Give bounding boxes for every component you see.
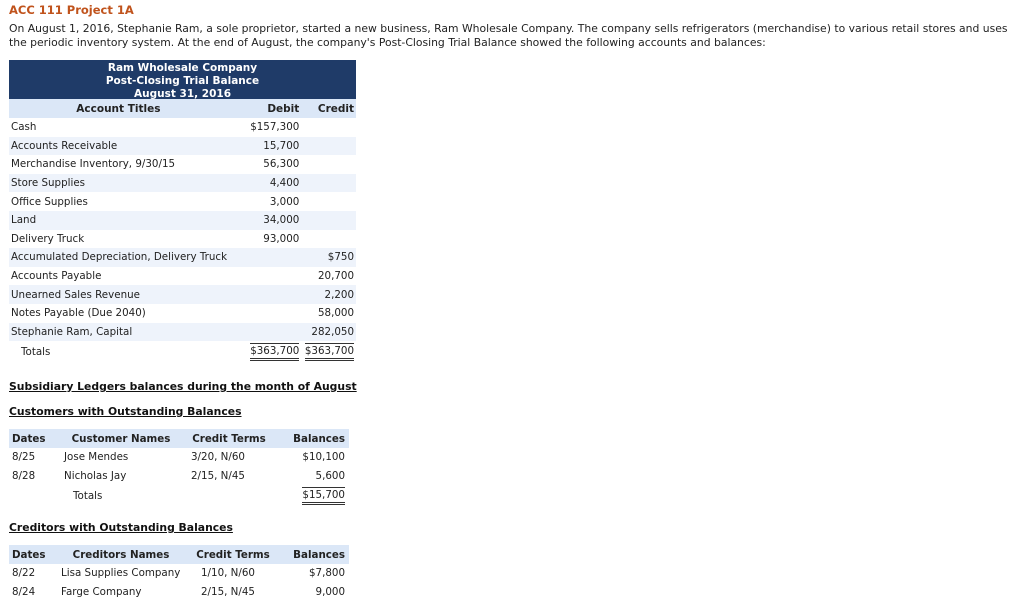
col-credit-terms: Credit Terms — [192, 432, 266, 445]
credit-value: 20,700 — [317, 270, 355, 283]
account-title: Accounts Payable — [11, 270, 102, 283]
debit-value: $157,300 — [250, 121, 300, 134]
account-title: Cash — [11, 121, 37, 134]
company-name: Ram Wholesale Company — [107, 62, 258, 74]
table-row — [9, 467, 349, 486]
col-creditors-names: Creditors Names — [72, 548, 170, 561]
customers-table — [9, 429, 349, 507]
col-dates: Dates — [12, 548, 46, 561]
table-row — [9, 267, 356, 286]
row-name: Lisa Supplies Company — [61, 567, 181, 580]
intro-paragraph: On August 1, 2016, Stephanie Ram, a sole proprietor, started a new business, Ram Wholesale Company. The company sells refrigerators (merchandise) to various retail stores and uses the periodic inventory system. At the end of August, the company's Post-Closing Trial Balance showed the following accounts and balances: — [9, 22, 1008, 49]
account-title: Notes Payable (Due 2040) — [11, 307, 146, 320]
row-balance: 9,000 — [315, 585, 345, 598]
totals-label: Totals — [21, 346, 51, 359]
col-credit: Credit — [317, 102, 354, 115]
row-terms: 2/15, N/45 — [201, 585, 255, 598]
table-row — [9, 304, 356, 323]
account-title: Delivery Truck — [11, 232, 85, 245]
row-date: 8/22 — [12, 567, 36, 580]
table-row — [9, 448, 349, 467]
account-title: Land — [11, 214, 37, 227]
debit-value: 34,000 — [263, 214, 300, 227]
trial-balance-body — [9, 118, 356, 341]
account-title: Office Supplies — [11, 195, 88, 208]
subsidiary-ledgers-heading: Subsidiary Ledgers balances during the month of August — [9, 380, 357, 393]
statement-name: Post-Closing Trial Balance — [105, 75, 260, 87]
creditors-table — [9, 545, 349, 601]
account-title: Merchandise Inventory, 9/30/15 — [11, 158, 176, 171]
table-row — [9, 285, 356, 304]
col-balances: Balances — [293, 432, 345, 445]
customers-totals-label: Totals — [73, 490, 103, 503]
debit-value: 56,300 — [263, 158, 300, 171]
statement-date: August 31, 2016 — [134, 88, 231, 100]
row-date: 8/25 — [12, 451, 36, 464]
table-row — [9, 564, 349, 583]
table-row — [9, 248, 356, 267]
table-row — [9, 118, 356, 137]
table-row — [9, 174, 356, 193]
trial-balance-table — [9, 60, 356, 363]
debit-value: 4,400 — [269, 177, 300, 190]
total-debit: $363,700 — [250, 343, 299, 361]
account-title: Unearned Sales Revenue — [11, 288, 140, 301]
creditors-heading: Creditors with Outstanding Balances — [9, 521, 233, 534]
customers-total: $15,700 — [302, 487, 345, 505]
account-title: Store Supplies — [11, 177, 86, 190]
col-debit: Debit — [267, 102, 300, 115]
table-row — [9, 192, 356, 211]
row-terms: 3/20, N/60 — [191, 451, 245, 464]
account-title: Accumulated Depreciation, Delivery Truck — [11, 251, 228, 264]
row-date: 8/28 — [12, 469, 36, 482]
account-title: Stephanie Ram, Capital — [11, 325, 133, 338]
col-credit-terms: Credit Terms — [196, 548, 270, 561]
col-account-titles: Account Titles — [76, 102, 161, 115]
col-dates: Dates — [12, 432, 46, 445]
total-credit: $363,700 — [305, 343, 354, 361]
row-balance: 5,600 — [315, 469, 345, 482]
customers-column-headers — [9, 429, 349, 448]
debit-value: 93,000 — [263, 232, 300, 245]
trial-balance-column-headers — [9, 99, 356, 118]
credit-value: $750 — [327, 251, 355, 264]
table-row — [9, 583, 349, 602]
row-terms: 1/10, N/60 — [201, 567, 255, 580]
creditors-column-headers — [9, 545, 349, 564]
table-row — [9, 155, 356, 174]
table-row — [9, 230, 356, 249]
customers-heading: Customers with Outstanding Balances — [9, 405, 242, 418]
page-title: ACC 111 Project 1A — [9, 3, 134, 17]
debit-value: 15,700 — [263, 139, 300, 152]
credit-value: 282,050 — [311, 325, 355, 338]
trial-balance-header — [9, 60, 356, 99]
debit-value: 3,000 — [269, 195, 300, 208]
row-name: Jose Mendes — [64, 451, 129, 464]
account-title: Accounts Receivable — [11, 139, 118, 152]
trial-balance-totals-row — [9, 341, 356, 363]
credit-value: 2,200 — [324, 288, 355, 301]
row-balance: $10,100 — [302, 451, 345, 464]
col-customer-names: Customer Names — [71, 432, 171, 445]
customers-totals-row — [9, 485, 349, 507]
table-row — [9, 137, 356, 156]
col-balances: Balances — [293, 548, 345, 561]
table-row — [9, 211, 356, 230]
credit-value: 58,000 — [317, 307, 355, 320]
row-name: Farge Company — [61, 585, 142, 598]
row-date: 8/24 — [12, 585, 36, 598]
table-row — [9, 323, 356, 342]
row-terms: 2/15, N/45 — [191, 469, 245, 482]
row-name: Nicholas Jay — [64, 469, 127, 482]
row-balance: $7,800 — [308, 567, 345, 580]
